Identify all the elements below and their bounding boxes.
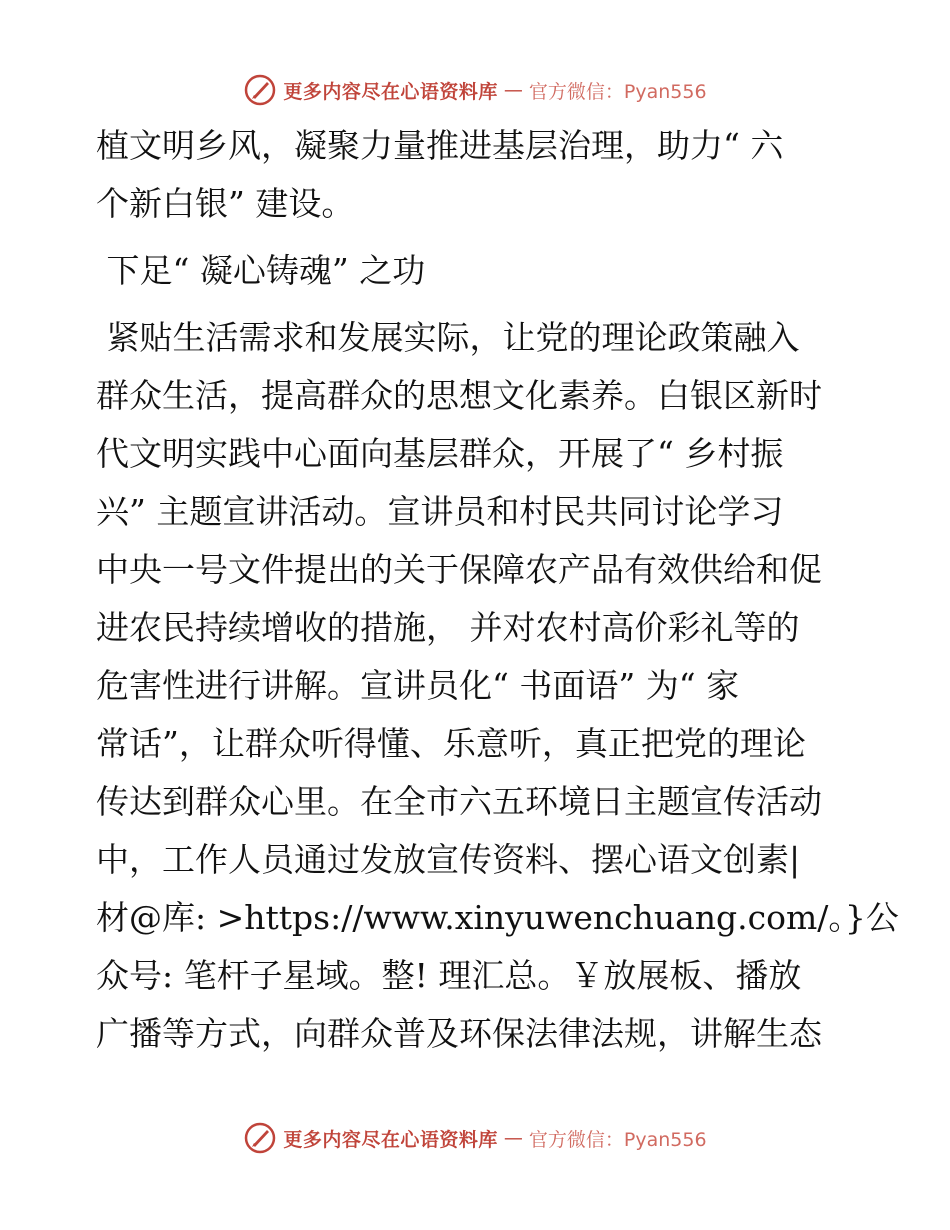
paragraph-1-line-2: 个新白银” 建设。 (96, 184, 355, 223)
header-banner (0, 70, 950, 110)
paragraph-2-line-7: 危害性进行讲解。宣讲员化“ 书面语” 为“ 家 (96, 666, 740, 705)
paragraph-2-line-11: 材@库: >https://www.xinyuwenchuang.com/。}公 (96, 898, 899, 937)
quill-pen-logo-icon (243, 1121, 277, 1155)
paragraph-2-line-13: 广播等方式，向群众普及环保法律法规，讲解生态 (96, 1014, 822, 1053)
paragraph-2-line-9: 传达到群众心里。在全市六五环境日主题宣传活动 (96, 782, 822, 821)
paragraph-2-line-8: 常话”，让群众听得懂、乐意听，真正把党的理论 (96, 724, 806, 763)
paragraph-2-line-3: 代文明实践中心面向基层群众，开展了“ 乡村振 (96, 434, 784, 473)
paragraph-2-line-1: 紧贴生活需求和发展实际，让党的理论政策融入 (96, 318, 800, 357)
footer-dash: — (503, 1127, 523, 1149)
footer-banner (0, 1118, 950, 1158)
document-body (96, 117, 899, 1063)
footer-wechat-text: 官方微信：Pyan556 (528, 1128, 707, 1151)
paragraph-2-line-6: 进农民持续增收的措施， 并对农村高价彩礼等的 (96, 608, 800, 647)
header-wechat-text: 官方微信：Pyan556 (528, 80, 707, 103)
header-dash: — (503, 79, 523, 101)
footer-brand-text: 更多内容尽在心语资料库 (283, 1128, 498, 1151)
paragraph-2-line-12: 众号: 笔杆子星域。整! 理汇总。￥放展板、播放 (96, 956, 802, 995)
header-brand-text: 更多内容尽在心语资料库 (283, 80, 498, 103)
paragraph-2-line-10: 中，工作人员通过发放宣传资料、摆心语文创素| (96, 840, 801, 879)
paragraph-1-line-1: 植文明乡风，凝聚力量推进基层治理，助力“ 六 (96, 126, 784, 165)
quill-pen-logo-icon (243, 73, 277, 107)
paragraph-2-line-4: 兴” 主题宣讲活动。宣讲员和村民共同讨论学习 (96, 492, 784, 531)
section-heading: 下足“ 凝心铸魂” 之功 (96, 251, 426, 290)
paragraph-2-line-2: 群众生活，提高群众的思想文化素养。白银区新时 (96, 376, 822, 415)
paragraph-2-line-5: 中央一号文件提出的关于保障农产品有效供给和促 (96, 550, 822, 589)
